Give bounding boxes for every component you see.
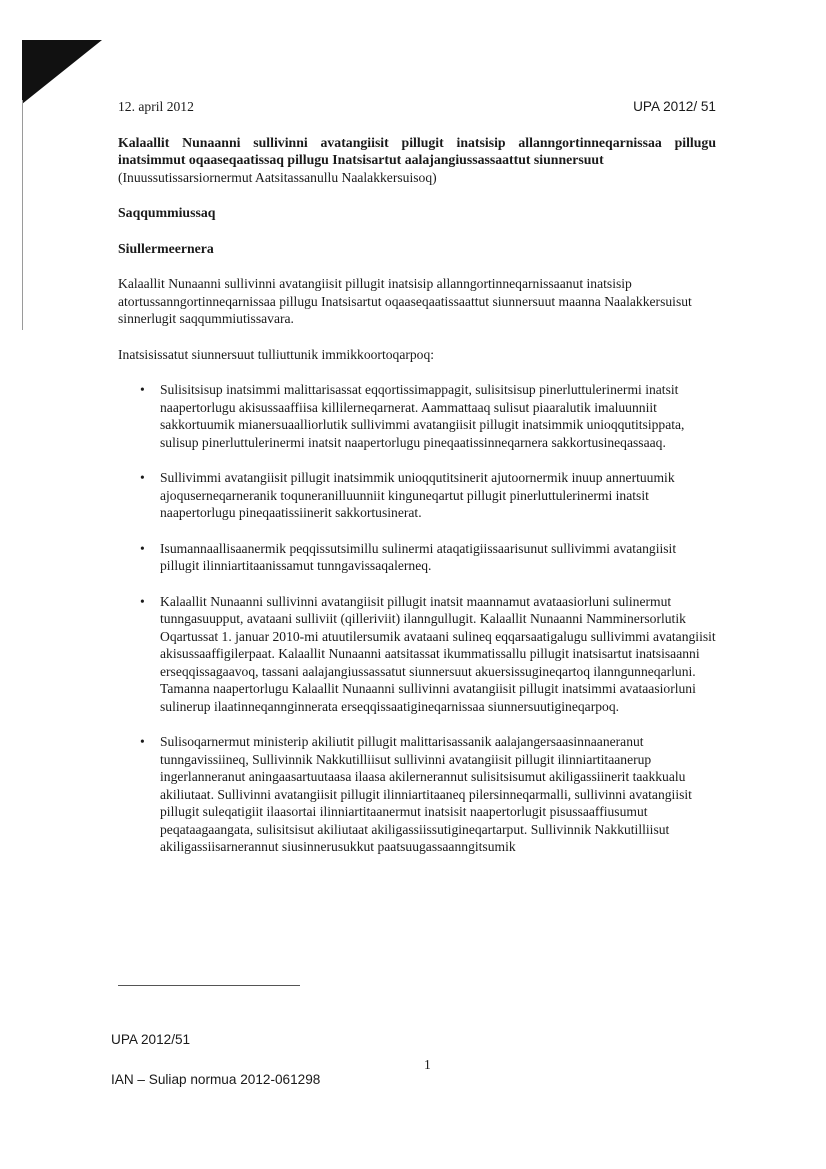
header-reference: UPA 2012/ 51 xyxy=(633,99,716,114)
list-item-text: Sulisitsisup inatsimmi malittarisassat eqqortissimappagit, sulisitsisup pinerluttulerinermi inatsit naapertorlugu akisussaaffiisa killilerneqarnerat. Aammattaaq sulisut piaaralutik imaluunniit sakkortuumik mianersuaalliorlutik sullivimmi avatangiisit pillugit inatsimmik unioqqutitsippata, sulisup pinerluttulerinermi inatsit naapertorlugu pineqaatissinneqarnera sakkortusineqassaaq. xyxy=(160,382,685,450)
document-page xyxy=(118,98,716,874)
list-item-text: Kalaallit Nunaanni sullivinni avatangiisit pillugit inatsit maannamut avataasiorluni sulinermut tunngasuupput, avataani sulliviit (qilleriviit) ilanngullugit. Kalaallit Nunaanni Namminersorlutik Oqartussat 1. januar 2010-mi atuutilersumik avataani sulineq eqqarsaatigalugu sullivimmi avatangiisit akisussaaffigilerpaat. Kalaallit Nunaanni aatsitassat ikummatissallu pillugit inatsisartut inatsisaanni erseqqissagaavoq, tassani aalajangiussassatut siunnersuut akuersissugineqartoq ilanngunneqarluni. Tamanna naapertorlugu Kalaallit Nunaanni sullivinni avatangiisit pillugit inatsimmi avataasiorluni sulinerup ilaatinneqannginnerata erseqqissaatigineqarnissaa siunnersuutigineqarpoq. xyxy=(160,593,716,714)
list-item xyxy=(118,469,716,522)
footer-document-id: IAN – Suliap normua 2012-061298 xyxy=(111,1072,321,1087)
heading-sub: Siullermeernera xyxy=(118,240,214,256)
bullet-icon: • xyxy=(140,734,145,749)
corner-triangle-icon xyxy=(22,40,102,110)
list-item xyxy=(118,540,716,575)
list-item-text: Isumannaallisaanermik peqqissutsimillu sulinermi ataqatigiissaarisunut sullivimmi avatangiisit pillugit ilinniartitaanissamut tunngavissaqalerneq. xyxy=(160,540,677,573)
footnote-divider xyxy=(118,985,300,986)
bullet-icon: • xyxy=(140,382,145,397)
list-item-text: Sullivimmi avatangiisit pillugit inatsimmik unioqqutitsinerit ajutoornermik inuup annertuumik ajoquserneqarneranik toquneranilluunniit kinguneqartut pillugit pinerluttulerinermi inatsit naapertorlugu pineqaatissiinerit sakkortusinerat. xyxy=(160,470,675,520)
bullet-icon: • xyxy=(140,593,145,609)
document-subtitle: (Inuussutissarsiornermut Aatsitassanullu Naalakkersuisoq) xyxy=(118,169,437,185)
bullet-list xyxy=(118,381,716,856)
header-row xyxy=(118,98,716,116)
list-item xyxy=(118,733,716,856)
heading-main: Saqqummiussaq xyxy=(118,205,216,220)
footer-reference: UPA 2012/51 xyxy=(111,1032,191,1047)
list-item xyxy=(118,593,716,716)
header-date: 12. april 2012 xyxy=(118,99,194,114)
bullet-icon: • xyxy=(140,540,145,556)
paragraph-list-intro: Inatsisissatut siunnersuut tulliuttunik immikkoortoqarpoq: xyxy=(118,346,435,362)
scan-edge-line xyxy=(22,100,23,330)
paragraph-intro: Kalaallit Nunaanni sullivinni avatangiisit pillugit inatsisip allanngortinneqarnissaanut inatsisip atortussanngortinneqarnissaa pillugu Inatsisartut oqaaseqaatissaattut siunnersuut maanna Naalakkersuisut sinnerlugit saqqummiutissavara. xyxy=(118,276,692,326)
list-item xyxy=(118,381,716,451)
bullet-icon: • xyxy=(140,470,145,485)
document-title: Kalaallit Nunaanni sullivinni avatangiisit pillugit inatsisip allanngortinneqarnissaa pillugu inatsimmut oqaaseqaatissaq pillugu Inatsisartut aalajangiussassaattut siunnersuut xyxy=(118,134,716,167)
page-number: 1 xyxy=(424,1057,431,1072)
list-item-text: Sulisoqarnermut ministerip akiliutit pillugit malittarisassanik aalajangersaasinnaaneranut tunngavissiineq, Sullivinnik Nakkutilliisut sullivinni avatangiisit pillugit ilinniartitaanerup ingerlanneranut aningaasartuutaasa ilaasa akilernerannut sulisitsisumut akiligassiinerit taakkualu akiliutaat. Sullivinni avatangiisit pillugit ilinniartitaaneq pilersinneqarmalli, sullivinni avatangiisit pillugit suleqatigiit ilaasortai ilinniartitaanermut inatsisit naapertorlugit pisussaaffiusumut peqataagaangata, sulisitsisut akiliutaat akiligassiissutigineqartarput. Sullivinnik Nakkutilliisut akiligassiisarnerannut siusinnerusukkut paatsuugassaanngitsumik xyxy=(160,734,692,854)
